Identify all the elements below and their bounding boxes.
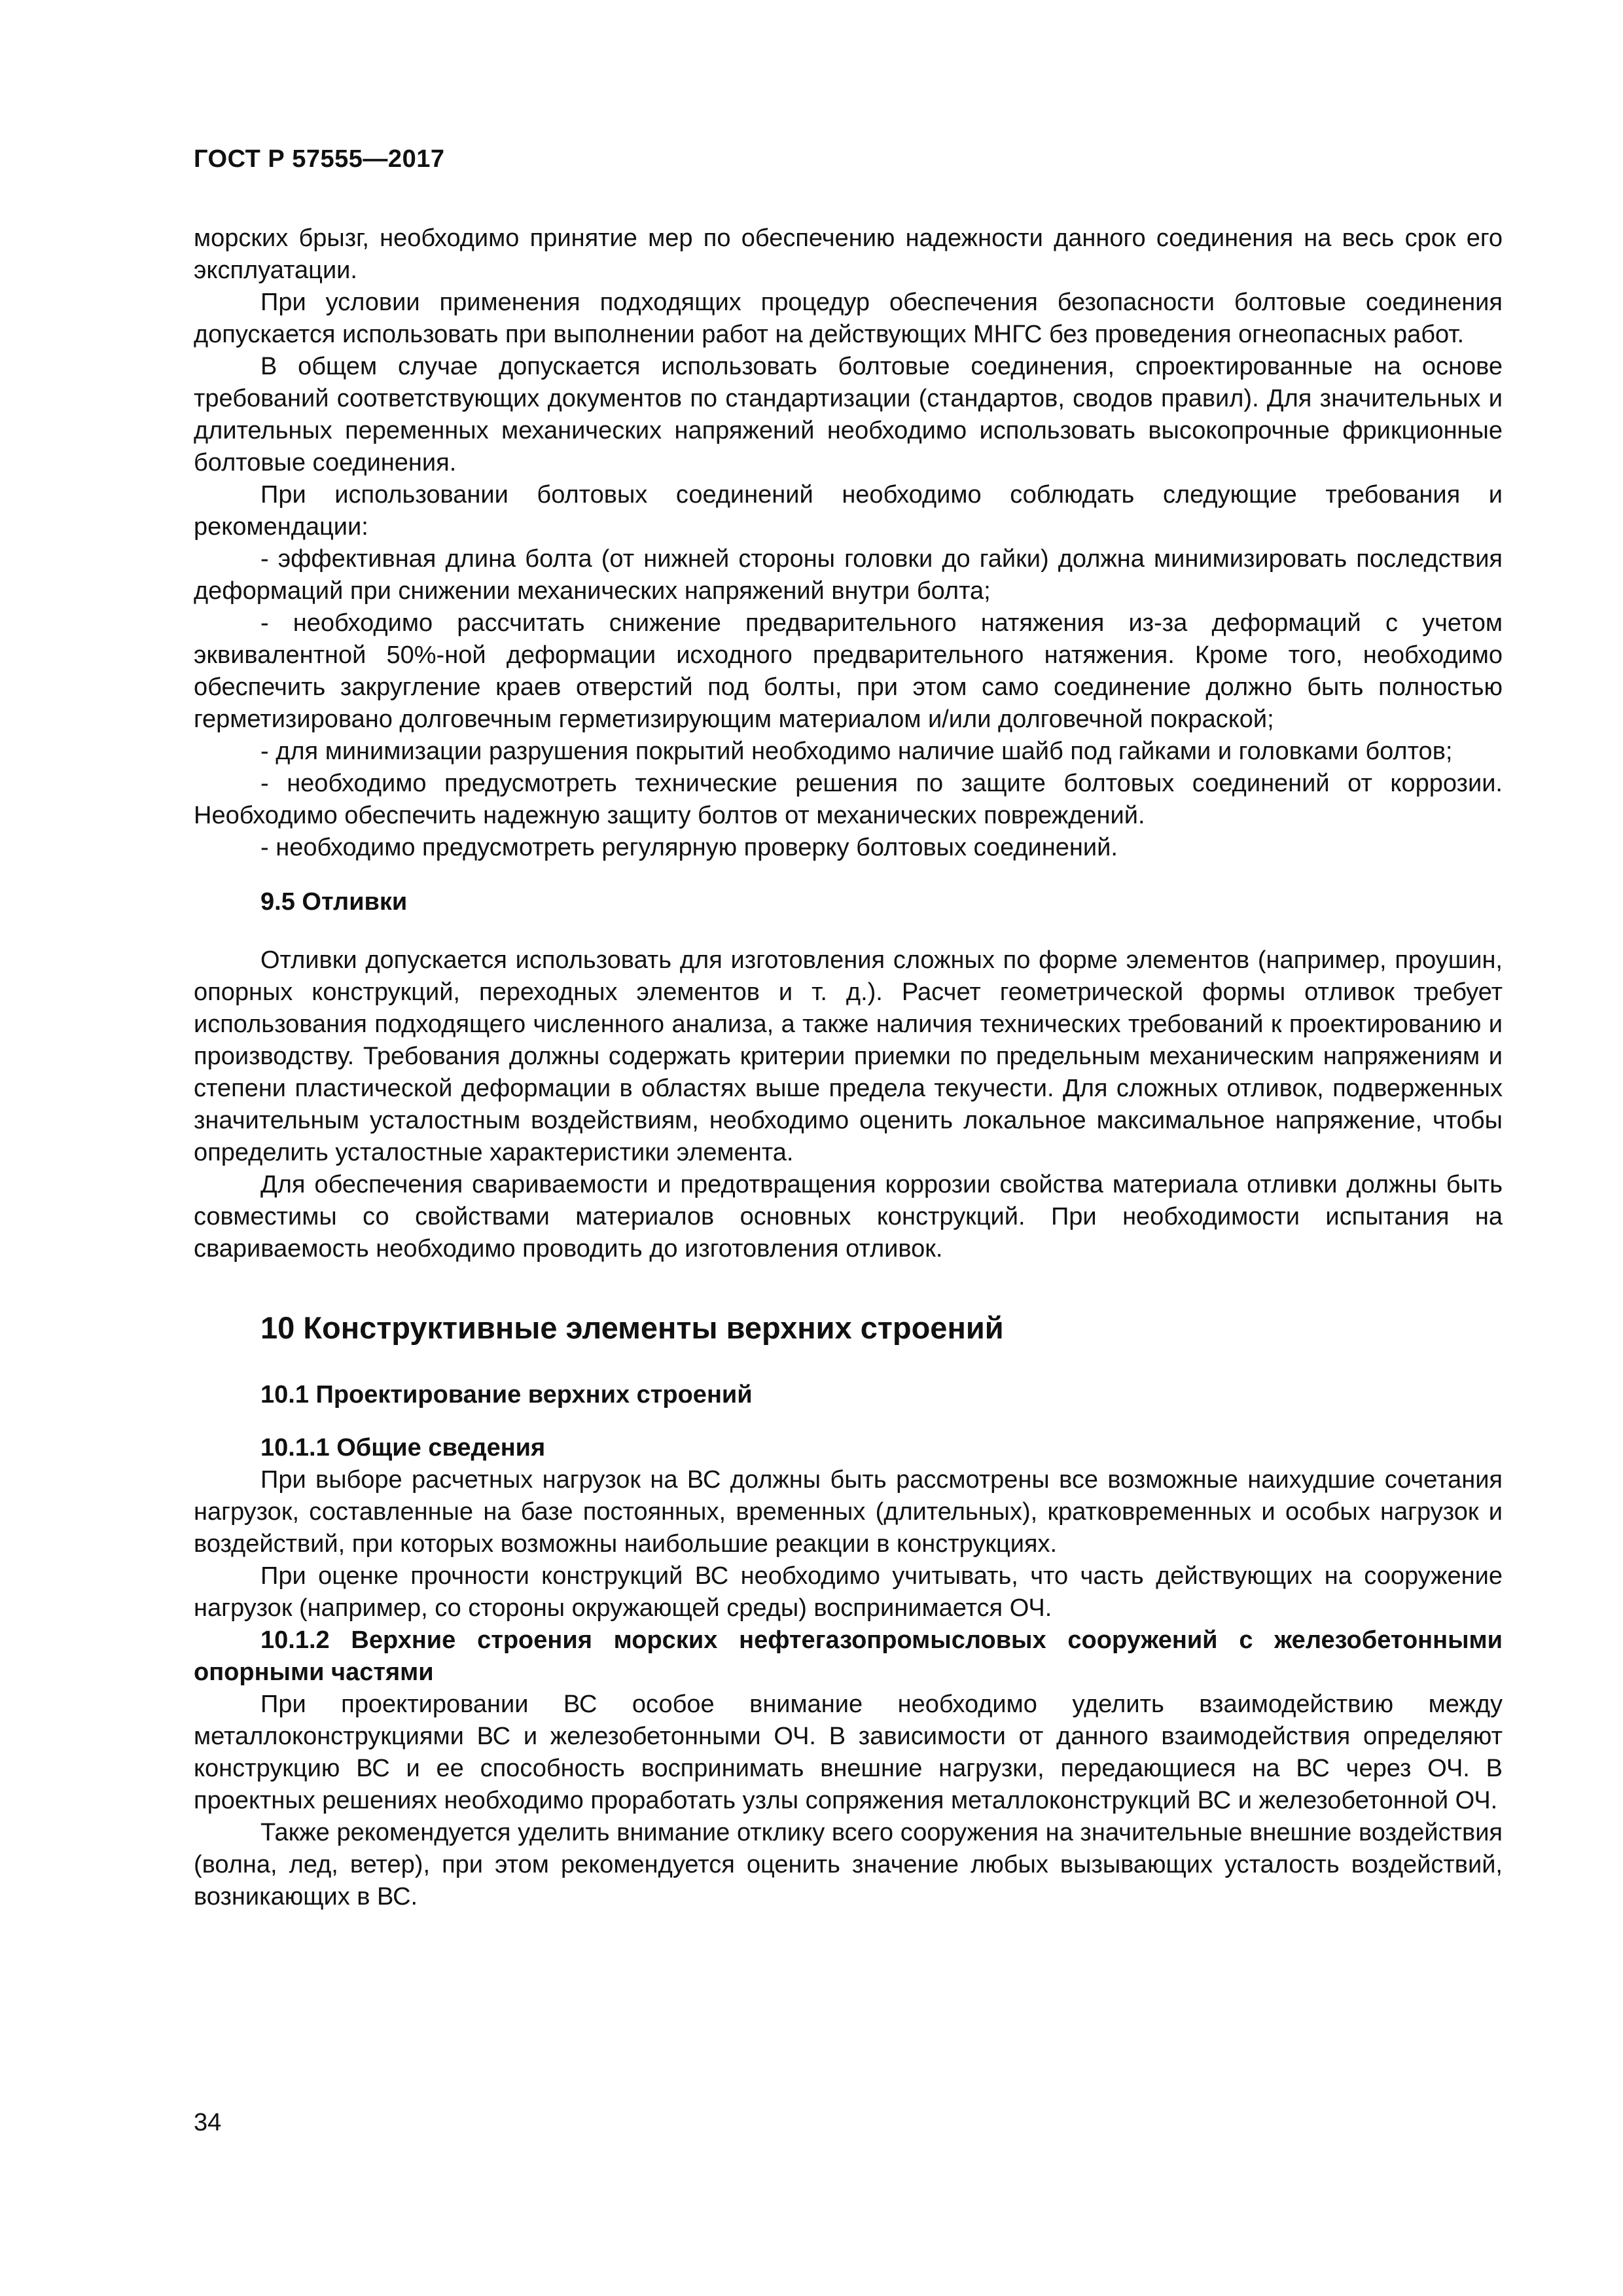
paragraph: При оценке прочности конструкций ВС необходимо учитывать, что часть действующих на сооружение нагрузок (например, со стороны окружающей среды) воспринимается ОЧ. xyxy=(194,1562,1503,1622)
paragraph: морских брызг, необходимо принятие мер по обеспечению надежности данного соединения на весь срок его эксплуатации. xyxy=(194,224,1503,284)
list-item: - для минимизации разрушения покрытий необходимо наличие шайб под гайками и головками болтов; xyxy=(260,738,1453,765)
list-item: - эффективная длина болта (от нижней стороны головки до гайки) должна минимизировать последствия деформаций при снижении механических напряжений внутри болта; xyxy=(194,545,1503,605)
document-body xyxy=(194,223,1503,1913)
section-heading-10: 10 Конструктивные элементы верхних строений xyxy=(260,1310,1004,1345)
paragraph: При использовании болтовых соединений необходимо соблюдать следующие требования и рекомендации: xyxy=(194,481,1503,541)
list-item: - необходимо предусмотреть технические решения по защите болтовых соединений от коррозии. Необходимо обеспечить надежную защиту болтов от механических повреждений. xyxy=(194,770,1503,829)
subsection-heading-10-1: 10.1 Проектирование верхних строений xyxy=(260,1381,753,1408)
paragraph: При проектировании ВС особое внимание необходимо уделить взаимодействию между металлоконструкциями ВС и железобетонными ОЧ. В зависимости от данного взаимодействия определяют конструкцию ВС и ее способность воспринимать внешние нагрузки, передающиеся на ВС через ОЧ. В проектных решениях необходимо проработать узлы сопряжения металлоконструкций ВС и железобетонной ОЧ. xyxy=(194,1691,1503,1814)
paragraph: В общем случае допускается использовать болтовые соединения, спроектированные на основе требований соответствующих документов по стандартизации (стандартов, сводов правил). Для значительных и длительных переменных механических напряжений необходимо использовать высокопрочные фрикционные болтовые соединения. xyxy=(194,353,1503,476)
subsection-heading-10-1-1: 10.1.1 Общие сведения xyxy=(260,1434,546,1462)
list-item: - необходимо предусмотреть регулярную проверку болтовых соединений. xyxy=(260,834,1118,861)
paragraph: Также рекомендуется уделить внимание отклику всего сооружения на значительные внешние воздействия (волна, лед, ветер), при этом рекомендуется оценить значение любых вызывающих усталость воздействий, возникающих в ВС. xyxy=(194,1819,1503,1910)
document-code-header: ГОСТ Р 57555—2017 xyxy=(194,145,445,173)
subsection-heading-10-1-2: 10.1.2 Верхние строения морских нефтегазопромысловых сооружений с железобетонными опорными частями xyxy=(194,1626,1503,1686)
section-heading-9-5: 9.5 Отливки xyxy=(260,888,408,916)
list-item: - необходимо рассчитать снижение предварительного натяжения из-за деформаций с учетом эквивалентной 50%-ной деформации исходного предварительного натяжения. Кроме того, необходимо обеспечить закругление краев отверстий под болты, при этом само соединение должно быть полностью герметизировано долговечным герметизирующим материалом и/или долговечной покраской; xyxy=(194,609,1503,733)
paragraph: Отливки допускается использовать для изготовления сложных по форме элементов (например, проушин, опорных конструкций, переходных элементов и т. д.). Расчет геометрической формы отливок требует использования подходящего численного анализа, а также наличия технических требований к проектированию и производству. Требования должны содержать критерии приемки по предельным механическим напряжениям и степени пластической деформации в областях выше предела текучести. Для сложных отливок, подверженных значительным усталостным воздействиям, необходимо оценить локальное максимальное напряжение, чтобы определить усталостные характеристики элемента. xyxy=(194,946,1503,1166)
paragraph: При выборе расчетных нагрузок на ВС должны быть рассмотрены все возможные наихудшие сочетания нагрузок, составленные на базе постоянных, временных (длительных), кратковременных и особых нагрузок и воздействий, при которых возможны наибольшие реакции в конструкциях. xyxy=(194,1466,1503,1558)
paragraph: Для обеспечения свариваемости и предотвращения коррозии свойства материала отливки должны быть совместимы со свойствами материалов основных конструкций. При необходимости испытания на свариваемость необходимо проводить до изготовления отливок. xyxy=(194,1171,1503,1263)
paragraph: При условии применения подходящих процедур обеспечения безопасности болтовые соединения допускается использовать при выполнении работ на действующих МНГС без проведения огнеопасных работ. xyxy=(194,289,1503,348)
page-number: 34 xyxy=(194,2109,222,2136)
